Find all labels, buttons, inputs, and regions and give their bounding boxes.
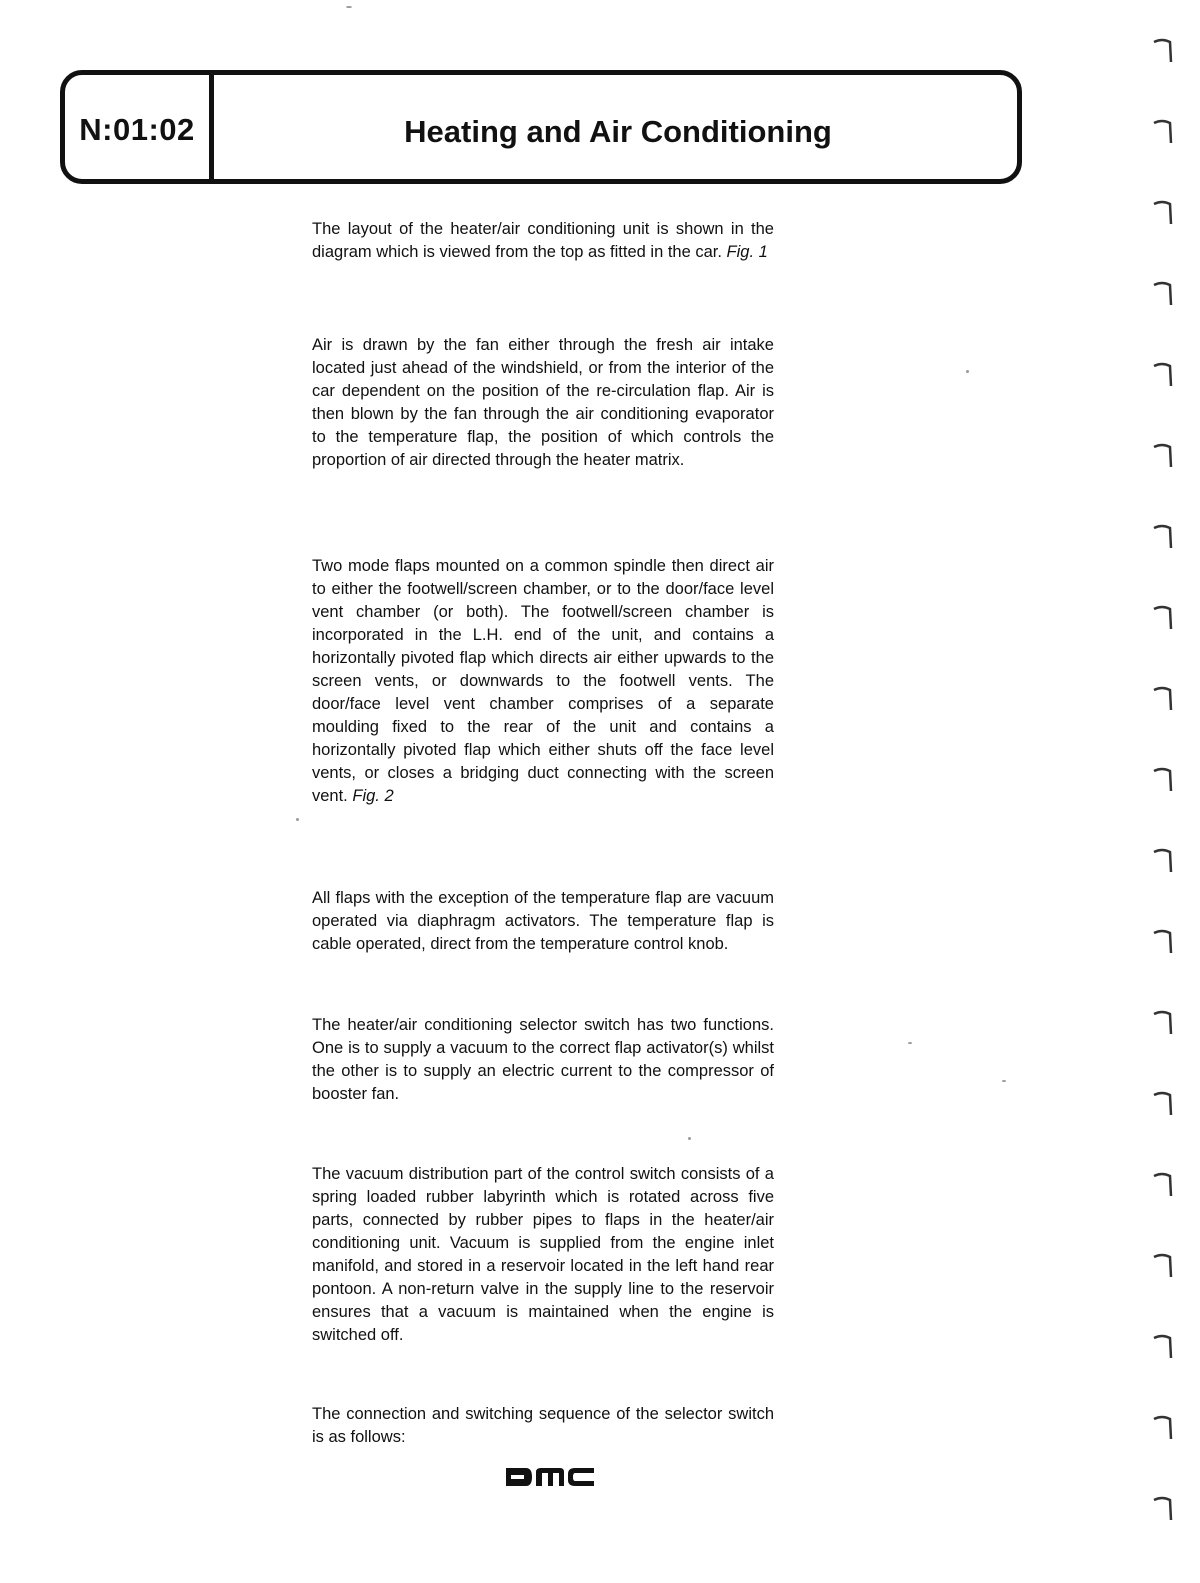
scan-speck: [966, 370, 969, 373]
figure-reference: Fig. 2: [352, 787, 394, 805]
paragraph-text: The vacuum distribution part of the control switch consists of a spring loaded rubber labyrinth which is rotated across five parts, connected by rubber pipes to flaps in the heater/air conditioning unit. Vacuum is supplied from the engine inlet manifold, and stored in a reservoir located in the left hand rear pontoon. A non-return valve in the supply line to the reservoir ensures that a vacuum is maintained when the engine is switched off.: [312, 1165, 774, 1344]
paragraph-text: Air is drawn by the fan either through the fresh air intake located just ahead of the windshield, or from the interior of the car dependent on the position of the re-circulation flap. Air is then blown by the fan through the air conditioning evaporator to the temperature flap, the position of which controls the proportion of air directed through the heater matrix.: [312, 336, 774, 469]
paragraph-layout: [312, 218, 774, 264]
scan-speck: [1002, 1080, 1006, 1082]
page-title: Heating and Air Conditioning: [404, 114, 832, 149]
figure-reference: Fig. 1: [726, 243, 768, 261]
paragraph-mode-flaps: [312, 555, 774, 808]
paragraph-text: The heater/air conditioning selector switch has two functions. One is to supply a vacuum to the correct flap activator(s) whilst the other is to supply an electric current to the compressor of booster fan.: [312, 1016, 774, 1103]
paragraph-switching-sequence: [312, 1403, 774, 1449]
paragraph-selector-switch: [312, 1014, 774, 1106]
paragraph-text: The layout of the heater/air conditioning unit is shown in the diagram which is viewed from the top as fitted in the car.: [312, 220, 774, 261]
paragraph-text: All flaps with the exception of the temperature flap are vacuum operated via diaphragm activators. The temperature flap is cable operated, direct from the temperature control knob.: [312, 889, 774, 953]
scan-speck: [346, 6, 352, 8]
section-code: N:01:02: [79, 112, 195, 147]
binder-hole-marks: [1150, 0, 1180, 1583]
paragraph-text: Two mode flaps mounted on a common spindle then direct air to either the footwell/screen chamber, or to the door/face level vent chamber (or both). The footwell/screen chamber is incorporated in the L.H. end of the unit, and contains a horizontally pivoted flap which directs air either upwards to the screen vents, or downwards to the footwell vents. The door/face level vent chamber comprises of a separate moulding fixed to the rear of the unit and contains a horizontally pivoted flap which either shuts off the face level vents, or closes a bridging duct connecting with the screen vent.: [312, 557, 774, 805]
paragraph-vacuum-distribution: [312, 1163, 774, 1347]
scan-speck: [296, 818, 299, 821]
scan-speck: [688, 1137, 691, 1140]
scan-speck: [908, 1042, 912, 1044]
paragraph-text: The connection and switching sequence of the selector switch is as follows:: [312, 1405, 774, 1446]
dmc-logo-icon: [504, 1466, 596, 1488]
paragraph-flap-operation: [312, 887, 774, 956]
paragraph-airflow: [312, 334, 774, 472]
header-divider: [209, 70, 214, 184]
